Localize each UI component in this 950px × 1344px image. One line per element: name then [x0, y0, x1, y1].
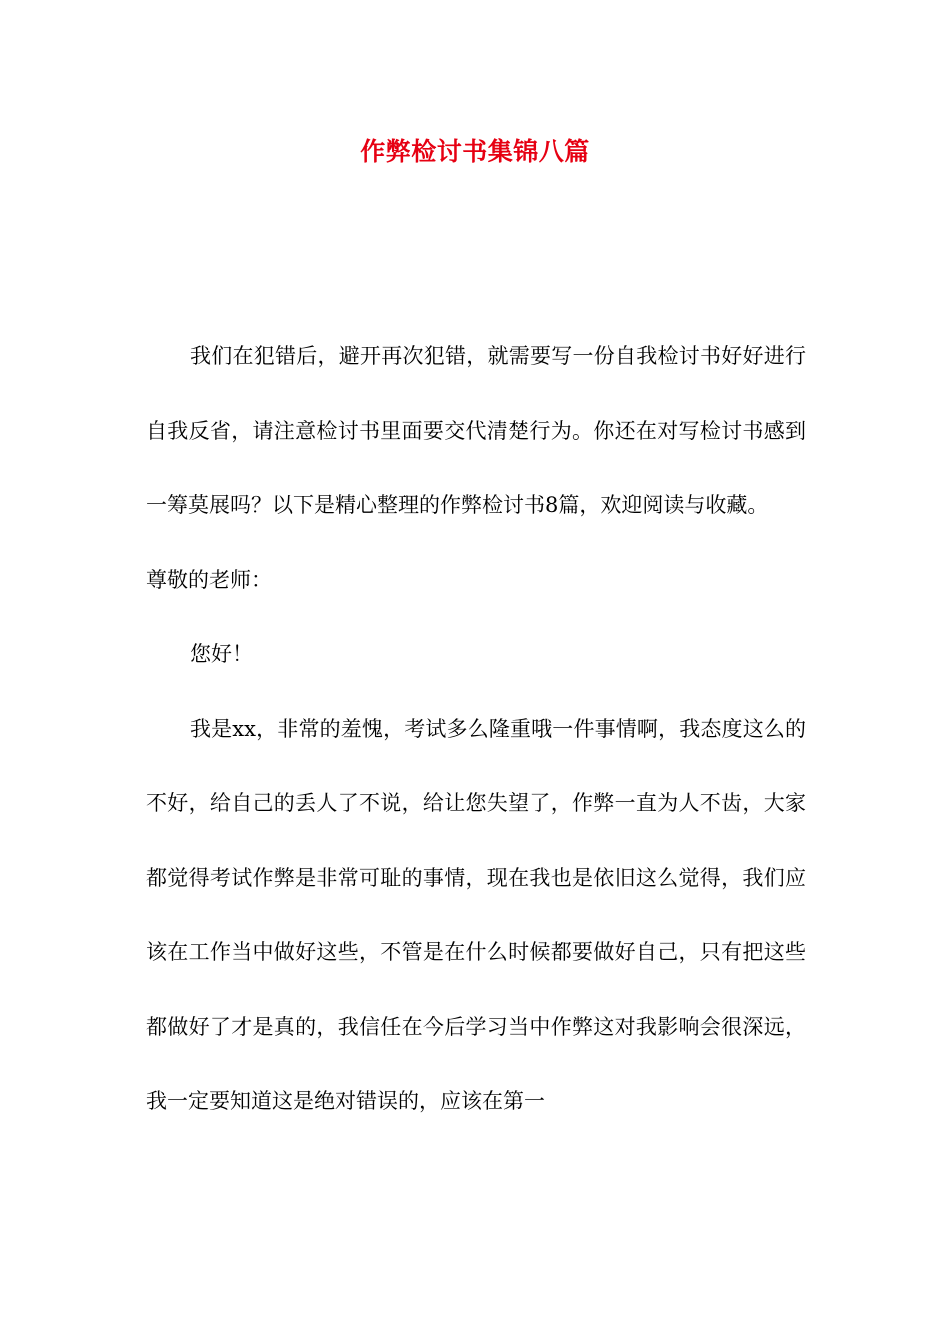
- document-title: 作弊检讨书集锦八篇: [360, 137, 590, 166]
- greeting: 您好！: [190, 642, 253, 666]
- body-paragraph: 我是xx，非常的羞愧，考试多么隆重哦一件事情啊，我态度这么的不好，给自己的丢人了不说，给让您失望了，作弊一直为人不齿，大家都觉得考试作弊是非常可耻的事情，现在我也是依旧这么觉得，我们应该在工作当中做好这些，不管是在什么时候都要做好自己，只有把这些都做好了才是真的，我信任在今后学习当中作弊这对我影响会很深远，我一定要知道这是绝对错误的，应该在第一: [146, 716, 806, 1113]
- document-body: [146, 319, 806, 1139]
- salutation: 尊敬的老师：: [146, 567, 272, 592]
- intro-paragraph: 我们在犯错后，避开再次犯错，就需要写一份自我检讨书好好进行自我反省，请注意检讨书里面要交代清楚行为。你还在对写检讨书感到一筹莫展吗？以下是精心整理的作弊检讨书8篇，欢迎阅读与收藏。: [146, 344, 806, 517]
